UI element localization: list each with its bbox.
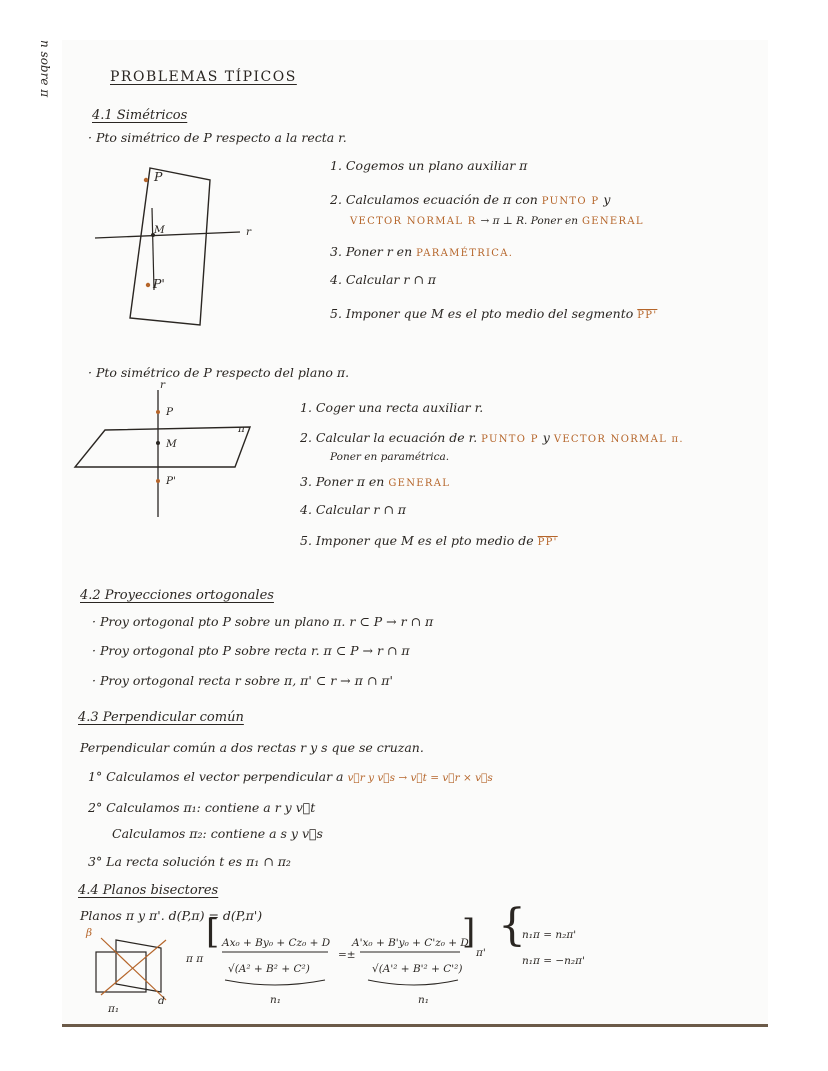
plane-point-m-dot (156, 441, 160, 445)
auxiliary-plane-shape (130, 168, 210, 325)
perp-step-1-formula: v⃗r y v⃗s → v⃗t = v⃗r × v⃗s (347, 772, 493, 784)
sym-line-step-3-text: 3. Poner r en (330, 244, 413, 259)
formula-lines (220, 950, 470, 990)
formula-pi-prime: π' (476, 947, 486, 959)
margin-note: n sobre π (38, 40, 52, 98)
sym-line-step-2-punto: PUNTO P (541, 196, 600, 207)
bisector-intro: Planos π y π'. d(P,π) = d(P,π') (80, 908, 263, 923)
formula-equals: =± (338, 949, 356, 961)
plane-point-p-dot (156, 410, 160, 414)
sym-plane-step-2-param: Poner en paramétrica. (330, 451, 450, 463)
section-heading-4-2: 4.2 Proyecciones ortogonales (80, 588, 274, 603)
fig2-label-p-prime: P' (166, 475, 176, 487)
sym-line-step-4: 4. Calcular r ∩ π (330, 272, 436, 287)
section-heading-4-3: 4.3 Perpendicular común (78, 710, 244, 725)
sym-line-step-2-text: 2. Calculamos ecuación de π con (330, 192, 538, 207)
page-title: PROBLEMAS TÍPICOS (110, 69, 297, 85)
fig1-label-p: P (154, 169, 163, 184)
sym-plane-step-2-y: y (542, 430, 550, 445)
case-1: n₁π = n₂π' (522, 929, 577, 941)
fig1-label-p-prime: P' (153, 276, 165, 291)
bisector-figure (86, 930, 186, 1010)
sym-plane-step-5-text: 5. Imponer que M es el pto medio de (300, 533, 534, 548)
proj-item-2: · Proy ortogonal pto P sobre recta r. π ⊂ P → r ∩ π (92, 643, 410, 658)
plane-point-p-prime-dot (156, 479, 160, 483)
sym-plane-step-3-general: GENERAL (388, 478, 451, 489)
sym-plane-step-2-punto: PUNTO P (481, 434, 539, 445)
perp-step-3: 3° La recta solución t es π₁ ∩ π₂ (88, 854, 291, 869)
fig2-label-r: r (160, 379, 166, 391)
symmetric-line-figure (90, 160, 260, 330)
sym-plane-step-1: 1. Coger una recta auxiliar r. (300, 400, 484, 415)
formula-right-bracket: ] (462, 912, 476, 952)
formula-left-bracket: [ (206, 912, 220, 952)
plane-pi-prime-shape (116, 940, 161, 992)
symmetric-plane-figure (70, 385, 260, 525)
fig1-label-r: r (246, 226, 252, 238)
sym-plane-step-4: 4. Calcular r ∩ π (300, 502, 406, 517)
line-r-stroke (95, 232, 240, 238)
sym-plane-step-3-text: 3. Poner π en (300, 474, 385, 489)
sym-line-step-5-text: 5. Imponer que M es el pto medio del segmento (330, 306, 634, 321)
plane-pi-rect (96, 952, 146, 992)
fig3-label-d: d (158, 995, 165, 1007)
sym-plane-step-5-seg: PP' (537, 537, 558, 548)
point-p-prime-dot (146, 283, 150, 287)
formula-denominator-1: √(A² + B² + C²) (228, 963, 310, 975)
sym-line-step-2-cont: → π ⊥ R. Poner en (480, 215, 578, 227)
formula-under-1: n₁ (270, 994, 281, 1006)
perp-step-2a: 2° Calculamos π₁: contiene a r y v⃗t (88, 800, 316, 815)
sym-line-step-2-vector: VECTOR NORMAL R (350, 216, 477, 227)
perp-step-2b: Calculamos π₂: contiene a s y v⃗s (112, 826, 323, 841)
page-bottom-rule (62, 1024, 768, 1027)
fig3-label-pi-right: π π (186, 953, 204, 965)
formula-numerator-2: A'x₀ + B'y₀ + C'z₀ + D' (352, 937, 472, 949)
sym-line-step-5-seg: PP' (637, 310, 658, 321)
sym-plane-step-2-text: 2. Calcular la ecuación de r. (300, 430, 478, 445)
fig2-label-p: P (166, 406, 174, 418)
symmetric-line-bullet: · Pto simétrico de P respecto a la recta r. (88, 130, 347, 145)
sym-plane-step-2-vector: VECTOR NORMAL π. (553, 434, 684, 445)
proj-item-3: · Proy ortogonal recta r sobre π, π' ⊂ r → π ∩ π' (92, 673, 393, 688)
formula-numerator-1: Ax₀ + By₀ + Cz₀ + D (222, 937, 331, 949)
formula-under-2: n₁ (418, 994, 429, 1006)
case-2: n₁π = −n₂π' (522, 955, 585, 967)
section-heading-4-1: 4.1 Simétricos (92, 108, 188, 123)
section-heading-4-4: 4.4 Planos bisectores (78, 883, 219, 898)
fig2-label-pi: π (238, 423, 245, 435)
plane-pi-shape (75, 427, 250, 467)
formula-denominator-2: √(A'² + B'² + C'²) (372, 963, 463, 975)
fig2-label-m: M (166, 438, 177, 450)
fig1-label-m: M (154, 224, 165, 236)
proj-item-1: · Proy ortogonal pto P sobre un plano π. r ⊂ P → r ∩ π (92, 614, 434, 629)
sym-line-step-1: 1. Cogemos un plano auxiliar π (330, 158, 528, 173)
sym-line-step-2-y: y (603, 192, 611, 207)
sym-line-step-3-param: PARAMÉTRICA. (416, 248, 514, 259)
fig3-label-pi1: π₁ (108, 1003, 120, 1015)
sym-line-step-2-general: GENERAL (581, 216, 644, 227)
symmetric-plane-bullet: · Pto simétrico de P respecto del plano π. (88, 365, 350, 380)
perp-step-1-text: 1° Calculamos el vector perpendicular a (88, 769, 344, 784)
point-p-dot (144, 178, 148, 182)
perp-intro: Perpendicular común a dos rectas r y s que se cruzan. (80, 740, 424, 755)
cases-brace: { (498, 900, 526, 951)
fig3-label-beta: β (86, 927, 93, 939)
